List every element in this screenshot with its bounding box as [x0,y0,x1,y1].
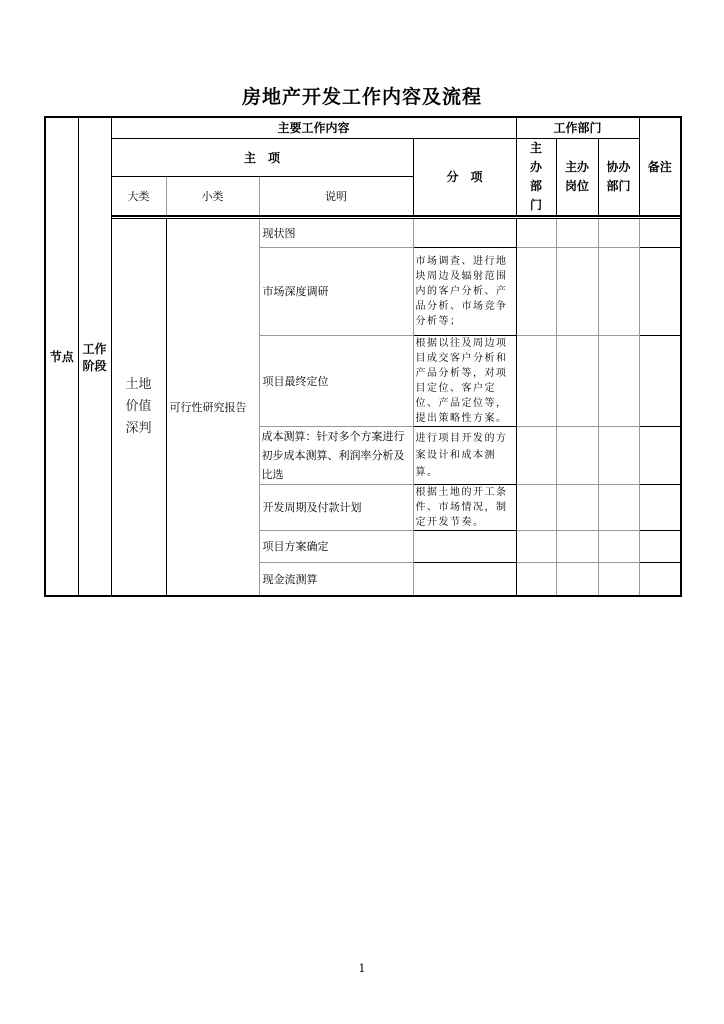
lead-dept-header: 主办部门 [516,138,556,216]
stage-label: 工作阶段 [82,341,107,373]
node-label: 节点 [49,350,74,364]
main-item-header: 主 项 [111,138,413,177]
sub-item-cell [413,218,516,247]
sub-item-cell [413,530,516,562]
category-cell [111,218,166,596]
page-number: 1 [358,962,366,975]
sub-item-cell: 根据以往及周边项目成交客户分析和产品分析等，对项目定位、客户定位、产品定位等，提出策略性方案。 [413,335,516,426]
description-cell: 现金流测算 [259,562,413,596]
description-cell: 项目最终定位 [259,335,413,426]
description-cell: 开发周期及付款计划 [259,484,413,530]
workflow-table [44,116,682,597]
node-column [45,117,78,596]
table-row [45,218,681,247]
description-cell: 市场深度调研 [259,247,413,335]
sub-item-cell: 根据土地的开工条件、市场情况，制定开发节奏。 [413,484,516,530]
category-header: 大类 [111,177,166,216]
category-text: 土地价值深判 [125,376,152,436]
description-cell: 成本测算：针对多个方案进行初步成本测算、利润率分析及比选 [259,426,413,484]
sub-item-cell: 市场调查、进行地块周边及辐射范围内的客户分析、产品分析、市场竞争分析等； [413,247,516,335]
description-cell: 现状图 [259,218,413,247]
main-content-header: 主要工作内容 [111,117,516,138]
document-title: 房地产开发工作内容及流程 [241,86,482,108]
assist-dept-header: 协办部门 [598,138,639,216]
dept-header: 工作部门 [516,117,639,138]
subcategory-header: 小类 [166,177,259,216]
description-cell: 项目方案确定 [259,530,413,562]
sub-item-cell [413,562,516,596]
description-header: 说明 [259,177,413,216]
subcategory-cell: 可行性研究报告 [166,218,259,596]
stage-column [78,117,111,596]
lead-post-header: 主办岗位 [556,138,598,216]
remark-header: 备注 [639,117,681,216]
sub-item-cell: 进行项目开发的方案设计和成本测算。 [413,426,516,484]
sub-item-header: 分 项 [413,138,516,216]
